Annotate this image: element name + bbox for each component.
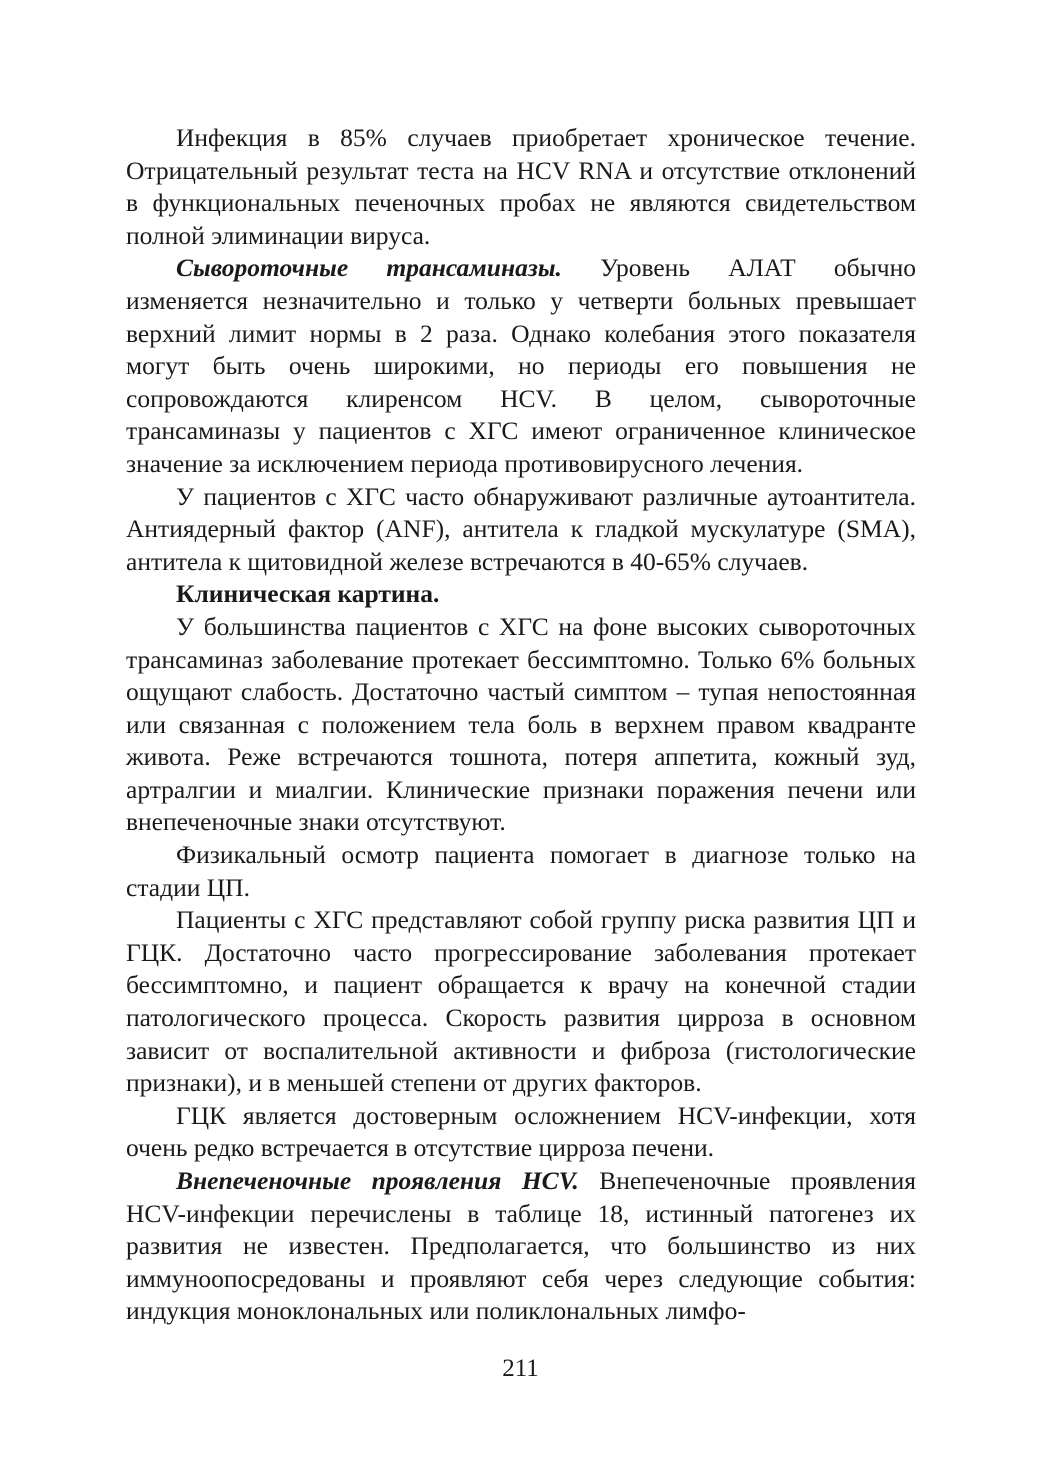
paragraph-risk-group: Пациенты с ХГС представляют собой группу риска развития ЦП и ГЦК. Достаточно часто прогрессирование заболевания протекает бессимптомно, и пациент обращается к врачу на конечной стадии патологического процесса. Скорость развития цирроза в основном зависит от воспалительной активности и фиброза (гистологические признаки), и в меньшей степени от других факторов. <box>126 905 916 1098</box>
heading-extrahepatic: Внепеченочные проявления HCV. <box>176 1166 579 1195</box>
heading-clinical-picture: Клиническая картина. <box>176 579 440 609</box>
text-extrahepatic: Внепеченочные проявления HCV-инфекции перечислены в таблице 18, истинный патогенез их развития не известен. Предполагается, что большинство из них иммуноопосредованы и проявляют себя через следующие события: индукция моноклональных или поликлональных лимфо- <box>126 1166 917 1326</box>
paragraph-hcc-complication: ГЦК является достоверным осложнением HCV-инфекции, хотя очень редко встречается в отсутствие цирроза печени. <box>126 1100 916 1163</box>
paragraph-autoantibodies: У пациентов с ХГС часто обнаруживают различные аутоантитела. Антиядерный фактор (ANF), антитела к гладкой мускулатуре (SMA), антитела к щитовидной железе встречаются в 40-65% случаев. <box>126 481 916 576</box>
paragraph-symptoms: У большинства пациентов с ХГС на фоне высоких сывороточных трансаминаз заболевание протекает бессимптомно. Только 6% больных ощущают слабость. Достаточно частый симптом – тупая непостоянная или связанная с положением тела боль в верхнем правом квадранте живота. Реже встречаются тошнота, потеря аппетита, кожный зуд, артралгии и миалгии. Клинические признаки поражения печени или внепеченочные знаки отсутствуют. <box>126 611 916 837</box>
paragraph-extrahepatic <box>126 1165 916 1328</box>
paragraph-chronic-infection: Инфекция в 85% случаев приобретает хроническое течение. Отрицательный результат теста на HCV RNA и отсутствие отклонений в функциональных печеночных пробах не являются свидетельством полной элиминации вируса. <box>126 123 916 250</box>
section-heading-clinical-picture <box>126 578 916 611</box>
heading-serum-transaminases: Сывороточные трансаминазы. <box>176 253 562 283</box>
page-number: 211 <box>502 1355 539 1382</box>
paragraph-physical-exam: Физикальный осмотр пациента помогает в диагнозе только на стадии ЦП. <box>126 840 916 902</box>
paragraph-serum-transaminases <box>126 252 916 480</box>
text-serum-transaminases: Уровень АЛАТ обычно изменяется незначительно и только у четверти больных превышает верхний лимит нормы в 2 раза. Однако колебания этого показателя могут быть очень широкими, но периоды его повышения не сопровождаются клиренсом HCV. В целом, сывороточные трансаминазы у пациентов с ХГС имеют ограниченное клиническое значение за исключением периода противовирусного лечения. <box>126 253 917 478</box>
page-body <box>126 122 916 1328</box>
